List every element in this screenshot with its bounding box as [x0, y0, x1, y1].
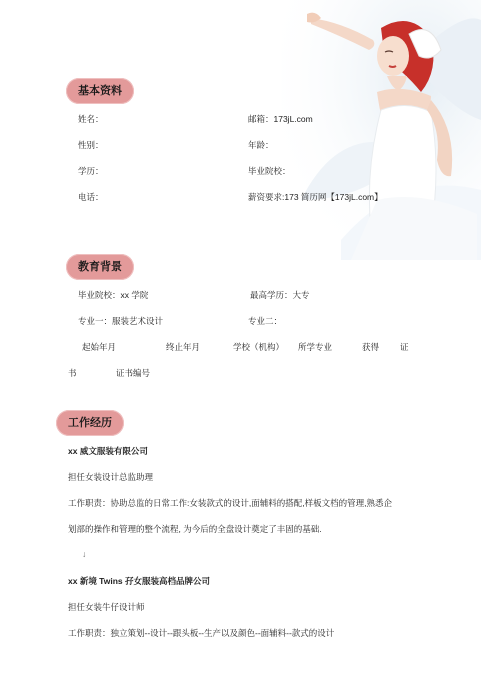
work-duty2: 工作职责：独立策划--设计--跟头板--生产以及颜色--面辅料--款式的设计 [68, 628, 335, 638]
work-position2: 担任女装牛仔设计师 [68, 602, 145, 612]
return-mark: ↓ [82, 549, 87, 559]
email-label: 邮箱：173jL.com [248, 114, 313, 124]
work-duty1-line1: 工作职责：协助总监的日常工作:女装款式的设计,面辅料的搭配,样板文档的管理,熟悉企 [68, 498, 392, 508]
work-company2: xx 新境 Twins 孖女服装高档品牌公司 [68, 576, 210, 586]
age-label: 年龄： [248, 140, 274, 150]
name-label: 姓名： [78, 114, 104, 124]
section-title-education: 教育背景 [66, 254, 134, 280]
edu-header-wrap: 书 [68, 368, 77, 378]
education-label: 学历： [78, 166, 104, 176]
edu-header-school: 学校（机构） [233, 342, 285, 352]
work-company1: xx 威文服装有限公司 [68, 446, 148, 456]
edu-highest: 最高学历：大专 [250, 290, 310, 300]
gender-label: 性别： [78, 140, 104, 150]
edu-header-cert: 证 [400, 342, 409, 352]
school-label: 毕业院校： [248, 166, 291, 176]
edu-header-end: 终止年月 [166, 342, 201, 352]
work-position1: 担任女装设计总监助理 [68, 472, 154, 482]
edu-major1: 专业一：服装艺术设计 [78, 316, 164, 326]
edu-school: 毕业院校：xx 学院 [78, 290, 149, 300]
edu-header-obtain: 获得 [362, 342, 380, 352]
edu-header-major: 所学专业 [298, 342, 333, 352]
section-title-basic: 基本资料 [66, 78, 134, 104]
work-duty1-line2: 划部的操作和管理的整个流程, 为今后的全盘设计奠定了丰固的基础. [68, 524, 322, 534]
salary-label: 薪资要求:173 简历网【173jL.com】 [248, 192, 383, 202]
phone-label: 电话： [78, 192, 104, 202]
edu-header-start: 起始年月 [82, 342, 117, 352]
edu-header-cert-no: 证书编号 [116, 368, 151, 378]
woman-in-white-dress-illustration [281, 0, 481, 260]
edu-major2: 专业二： [248, 316, 283, 326]
section-title-work: 工作经历 [56, 410, 124, 436]
